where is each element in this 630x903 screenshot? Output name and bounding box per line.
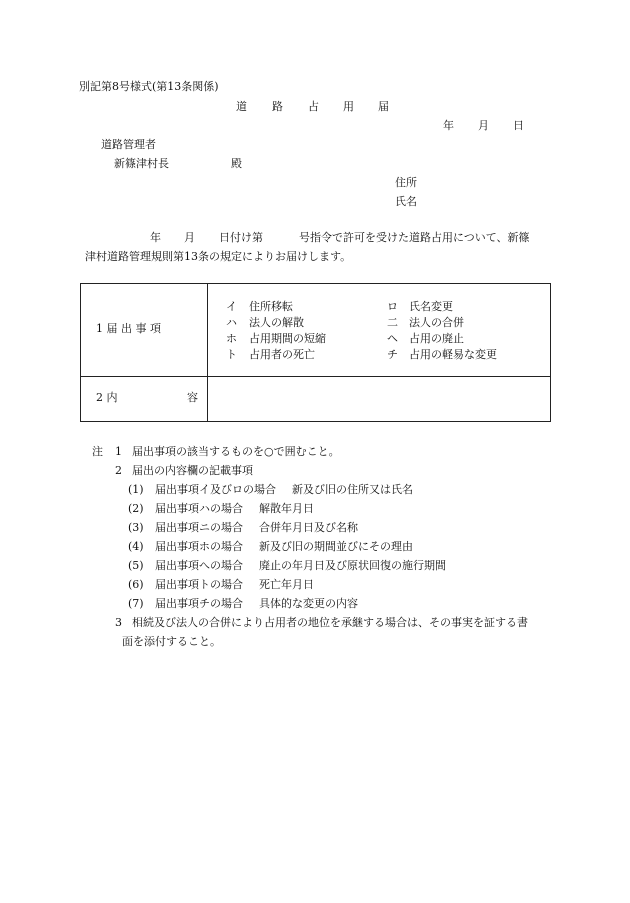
item-letter: ヘ [387, 332, 398, 345]
addressee-line1: 道路管理者 [101, 138, 156, 151]
sub-b: 新及び旧の住所又は氏名 [292, 483, 413, 496]
item-letter: チ [387, 348, 398, 361]
title-char: 用 [343, 100, 354, 113]
row1-label-cell [81, 284, 208, 377]
sub-num: (7) [128, 597, 144, 610]
sub-a: 届出事項トの場合 [155, 578, 243, 591]
body-date-prefix: 日付け第 [219, 231, 263, 244]
note3-num: 3 [115, 616, 122, 629]
row1-items-cell [208, 284, 551, 377]
item-text: 占用者の死亡 [249, 348, 315, 361]
notes-prefix: 注 [92, 445, 103, 458]
sub-num: (1) [128, 483, 144, 496]
sub-b: 具体的な変更の内容 [259, 597, 358, 610]
item-text: 住所移転 [249, 300, 293, 313]
body-line1-rest: 号指令で許可を受けた道路占用について、新篠 [299, 231, 530, 244]
sub-a: 届出事項ニの場合 [155, 521, 243, 534]
addressee-honorific: 殿 [231, 157, 242, 170]
item-letter: ハ [226, 316, 237, 329]
item-letter: 二 [387, 316, 398, 329]
title-char: 占 [308, 100, 319, 113]
sub-a: 届出事項への場合 [155, 559, 243, 572]
row2-label-left: 2 内 [96, 391, 118, 404]
sub-num: (3) [128, 521, 144, 534]
notification-table [80, 283, 551, 422]
date-month-label: 月 [478, 119, 489, 132]
sub-num: (5) [128, 559, 144, 572]
body-month: 月 [184, 231, 195, 244]
note2-text: 届出の内容欄の記載事項 [132, 464, 253, 477]
note3-line2: 面を添付すること。 [122, 635, 221, 648]
sub-num: (6) [128, 578, 144, 591]
row2-label-right: 容 [187, 391, 198, 404]
sub-a: 届出事項チの場合 [155, 597, 243, 610]
sub-num: (4) [128, 540, 144, 553]
item-text: 占用期間の短縮 [249, 332, 326, 345]
item-text: 占用の廃止 [409, 332, 464, 345]
addressee-name: 新篠津村長 [114, 157, 169, 170]
row1-label: 1 届 出 事 項 [96, 322, 161, 335]
sub-b: 死亡年月日 [259, 578, 314, 591]
date-day-label: 日 [513, 119, 524, 132]
note1-num: 1 [115, 445, 122, 458]
item-letter: イ [226, 300, 237, 313]
applicant-address-label: 住所 [395, 176, 417, 189]
note2-num: 2 [115, 464, 122, 477]
sub-b: 新及び旧の期間並びにその理由 [259, 540, 413, 553]
form-number: 別記第8号様式(第13条関係) [79, 80, 219, 93]
date-year-label: 年 [443, 119, 454, 132]
body-year: 年 [150, 231, 161, 244]
row2-label-cell [81, 377, 208, 422]
sub-a: 届出事項ハの場合 [155, 502, 243, 515]
sub-b: 解散年月日 [259, 502, 314, 515]
sub-b: 廃止の年月日及び原状回復の施行期間 [259, 559, 446, 572]
item-text: 氏名変更 [409, 300, 453, 313]
title-char: 届 [378, 100, 389, 113]
sub-b: 合併年月日及び名称 [259, 521, 358, 534]
title-char: 道 [236, 100, 247, 113]
item-text: 法人の合併 [409, 316, 464, 329]
title-char: 路 [272, 100, 283, 113]
item-letter: ロ [387, 300, 398, 313]
note3-line1: 相続及び法人の合併により占用者の地位を承継する場合は、その事実を証する書 [132, 616, 528, 629]
sub-num: (2) [128, 502, 144, 515]
note1-text: 届出事項の該当するものを○で囲むこと。 [132, 445, 340, 458]
body-line2: 津村道路管理規則第13条の規定によりお届けします。 [85, 250, 352, 263]
item-letter: ホ [226, 332, 237, 345]
sub-a: 届出事項ホの場合 [155, 540, 243, 553]
item-text: 占用の軽易な変更 [409, 348, 497, 361]
item-text: 法人の解散 [249, 316, 304, 329]
content-cell[interactable] [208, 377, 551, 422]
applicant-name-label: 氏名 [395, 195, 417, 208]
item-letter: ト [226, 348, 237, 361]
sub-a: 届出事項イ及びロの場合 [155, 483, 276, 496]
